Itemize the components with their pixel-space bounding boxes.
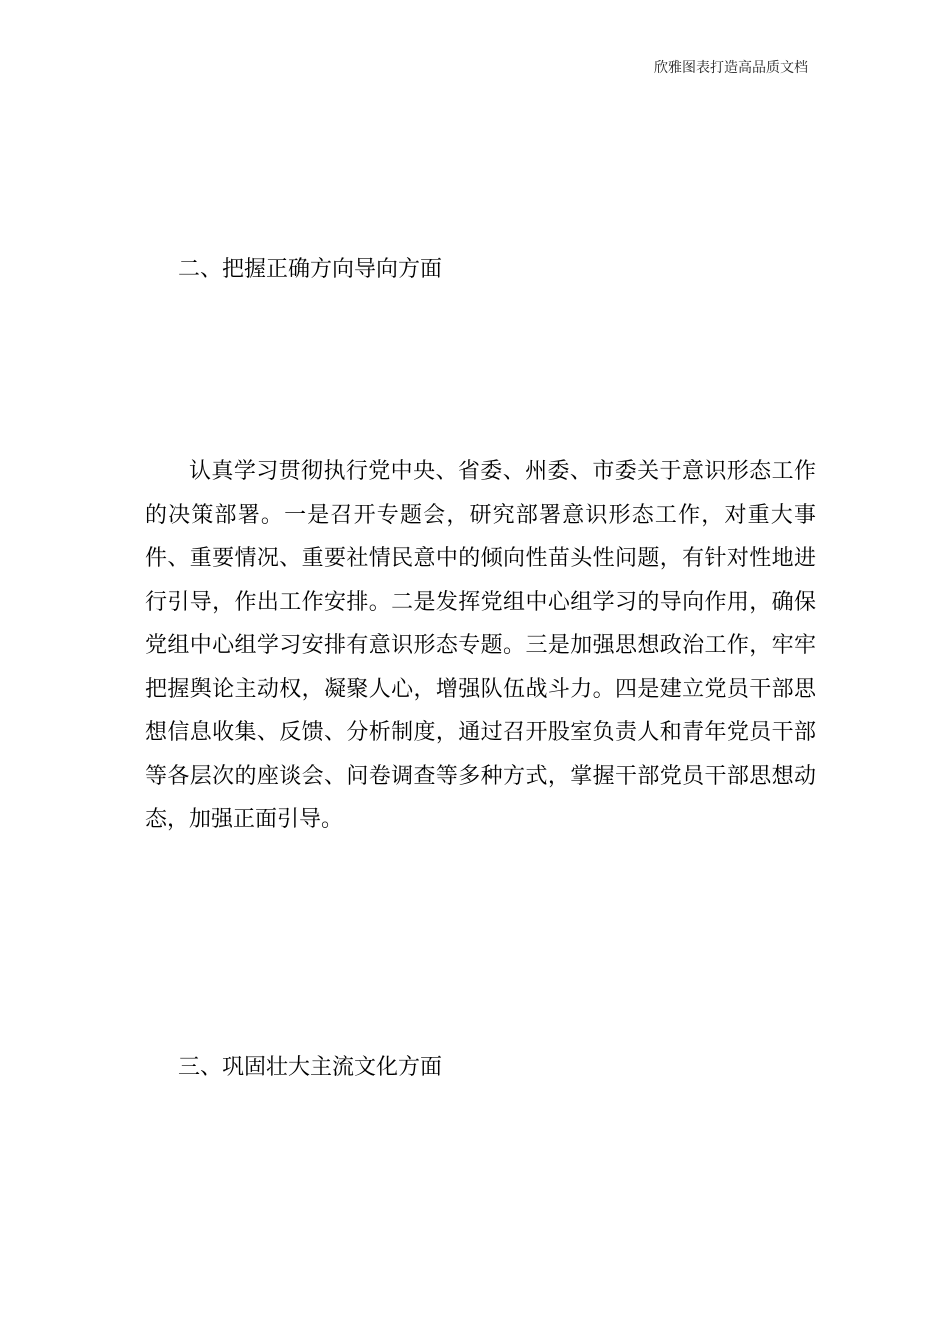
body-paragraph: 认真学习贯彻执行党中央、省委、州委、市委关于意识形态工作的决策部署。一是召开专题会，研究部署意识形态工作，对重大事件、重要情况、重要社情民意中的倾向性苗头性问题，有针对性地进行引导，作出工作安排。二是发挥党组中心组学习的导向作用，确保党组中心组学习安排有意识形态专题。三是加强思想政治工作，牢牢把握舆论主动权，凝聚人心，增强队伍战斗力。四是建立党员干部思想信息收集、反馈、分析制度，通过召开股室负责人和青年党员干部等各层次的座谈会、问卷调查等多种方式，掌握干部党员干部思想动态，加强正面引导。 <box>145 459 816 832</box>
section-heading-2: 二、把握正确方向导向方面 <box>178 257 443 282</box>
section-heading-3: 三、巩固壮大主流文化方面 <box>178 1055 443 1080</box>
header-note: 欣雅图表打造高品质文档 <box>654 60 808 76</box>
